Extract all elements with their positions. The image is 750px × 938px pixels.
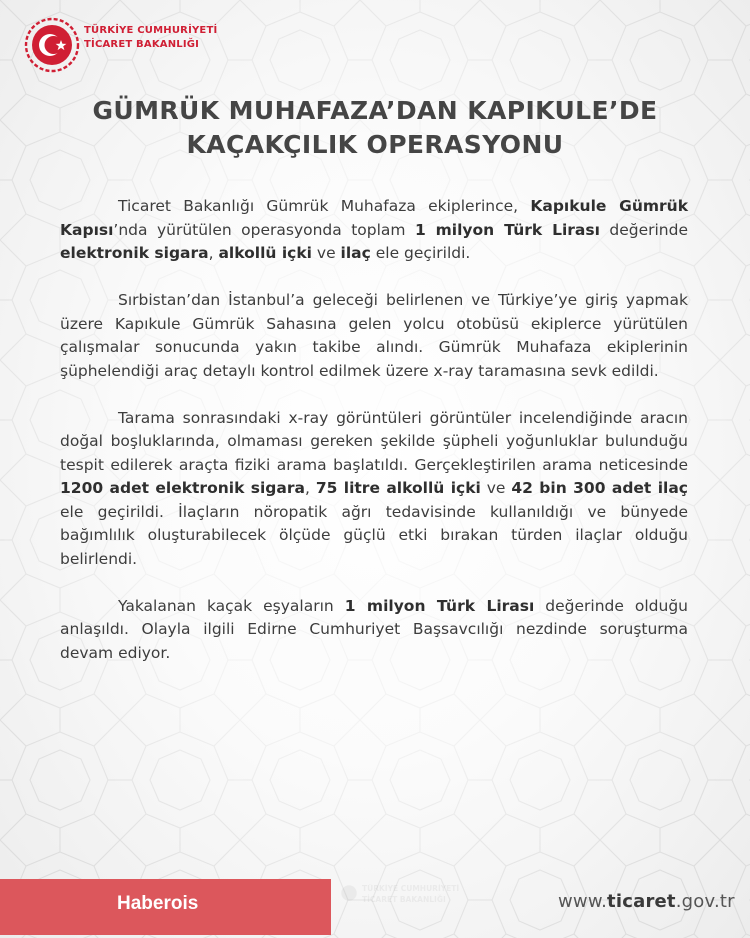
- paragraph-text: ’nda yürütülen operasyonda toplam: [113, 220, 415, 239]
- footer-source-label: Haberois: [117, 893, 199, 914]
- paragraph-text: ele geçirildi.: [370, 244, 471, 262]
- paragraph-text: Tarama sonrasındaki x-ray görüntüleri görüntüler incelendiğinde aracın doğal boşluklarında, olmaması gereken şekilde şüpheli yoğunluklar bulunduğu tespit edilerek araçta fiziki arama başlatıldı. Gerçekleştirilen arama neticesinde: [60, 408, 688, 474]
- highlighted-text: 75 litre alkollü içki: [315, 479, 481, 497]
- highlighted-text: 1 milyon Türk Lirası: [344, 596, 535, 615]
- paragraph-text: ,: [208, 244, 219, 262]
- watermark-line1: TÜRKİYE CUMHURİYETİ: [362, 884, 460, 893]
- highlighted-text: Kapıkule Gümrük Kapısı: [60, 197, 689, 239]
- url-suffix: .gov.tr: [675, 891, 735, 912]
- paragraph-text: ,: [304, 479, 316, 497]
- paragraph-2: [60, 289, 688, 383]
- title-line-2: KAÇAKÇILIK OPERASYONU: [186, 130, 564, 159]
- paragraph-text: ve: [480, 479, 512, 497]
- paragraph-4: [60, 595, 688, 666]
- article-body: [60, 195, 688, 689]
- url-prefix: www.: [558, 891, 608, 912]
- paragraph-text: ele geçirildi. İlaçların nöropatik ağrı tedavisinde kullanıldığı ve bünyede bağımlılık oluşturabilecek ölçüde güçlü etki bırakan türden ilaçlar olduğu belirlendi.: [60, 502, 688, 568]
- highlighted-text: 42 bin 300 adet ilaç: [511, 479, 688, 497]
- page-title: [40, 94, 710, 162]
- ministry-watermark-logo: [340, 878, 470, 914]
- ministry-name: [84, 24, 217, 52]
- highlighted-text: ilaç: [340, 244, 371, 262]
- paragraph-text: Ticaret Bakanlığı Gümrük Muhafaza ekiplerince,: [118, 197, 531, 215]
- highlighted-text: elektronik sigara: [60, 244, 209, 262]
- highlighted-text: 1 milyon Türk Lirası: [414, 220, 600, 239]
- highlighted-text: 1200 adet elektronik sigara: [60, 479, 305, 497]
- paragraph-text: değerinde olduğu anlaşıldı. Olayla ilgili Edirne Cumhuriyet Başsavcılığı nezdinde soruşturma devam ediyor.: [60, 596, 688, 662]
- paragraph-text: Yakalanan kaçak eşyaların: [118, 596, 345, 615]
- ministry-name-line2: TİCARET BAKANLIĞI: [84, 39, 200, 50]
- title-line-1: GÜMRÜK MUHAFAZA’DAN KAPIKULE’DE: [92, 96, 658, 125]
- paragraph-text: Sırbistan’dan İstanbul’a geleceği belirlenen ve Türkiye’ye giriş yapmak üzere Kapıkule Gümrük Sahasına gelen yolcu otobüsü ekiplerce yürütülen çalışmalar sonucunda yakın takibe alındı. Gümrük Muhafaza ekiplerinin şüphelendiği araç detaylı kontrol edilmek üzere x-ray taramasına sevk edildi.: [60, 291, 688, 380]
- ministry-logo-icon: [24, 17, 80, 73]
- paragraph-1: [60, 195, 688, 266]
- watermark-line2: TİCARET BAKANLIĞI: [362, 895, 446, 904]
- highlighted-text: alkollü içki: [218, 244, 312, 262]
- footer-source-bar: [0, 879, 331, 935]
- footer-website-link[interactable]: [558, 891, 735, 912]
- paragraph-3: [60, 407, 688, 572]
- url-domain: ticaret: [607, 891, 676, 912]
- watermark-logo-icon: [340, 884, 358, 902]
- ministry-name-line1: TÜRKİYE CUMHURİYETİ: [84, 25, 218, 36]
- paragraph-text: değerinde: [599, 220, 688, 239]
- paragraph-text: ve: [311, 244, 341, 262]
